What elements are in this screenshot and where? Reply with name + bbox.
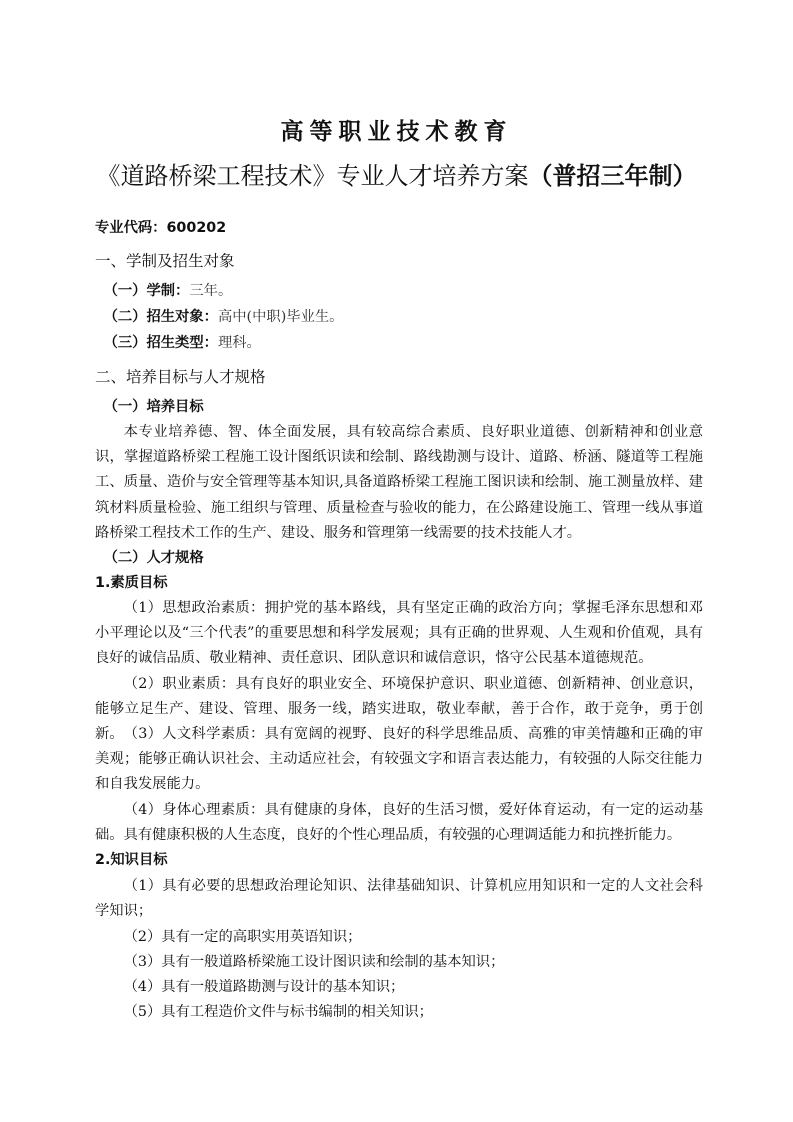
major-code [95, 216, 703, 241]
subtitle-main: 《道路桥梁工程技术》专业人才培养方案 [96, 162, 529, 190]
quality-item: （2）职业素质：具有良好的职业安全、环境保护意识、职业道德、创新精神、创业意识，能够立足生产、建设、管理、服务一线，踏实进取，敬业奉献，善于合作，敢于竞争，勇于创新。 [95, 676, 703, 743]
knowledge-item: （2）具有一定的高职实用英语知识； [123, 929, 362, 945]
knowledge-item: （5）具有工程造价文件与标书编制的相关知识； [123, 1004, 433, 1020]
knowledge-goal-heading: 2.知识目标 [95, 852, 168, 868]
document-subtitle [0, 156, 793, 191]
item-label: （一）学制： [103, 283, 190, 299]
knowledge-item: （1）具有必要的思想政治理论知识、法律基础知识、计算机应用知识和一定的人文社会科学知识； [95, 878, 703, 920]
quality-item: （4）身体心理素质：具有健康的身体，良好的生活习惯，爱好体育运动，有一定的运动基础。具有健康积极的人生态度，良好的个性心理品质，有较强的心理调适能力和抗挫折能力。 [95, 802, 703, 844]
section2-heading: 二、培养目标与人才规格 [95, 368, 266, 386]
major-code-value: 600202 [166, 220, 227, 236]
document-title: 高等职业技术教育 [280, 119, 513, 145]
talent-spec-heading: （二）人才规格 [103, 550, 204, 566]
quality-goal-heading: 1.素质目标 [95, 575, 168, 591]
subtitle-suffix: （普招三年制） [528, 162, 697, 190]
quality-item: （3）人文科学素质：具有宽阔的视野、良好的科学思维品质、高雅的审美情趣和正确的审美观；能够正确认识社会、主动适应社会，有较强文字和语言表达能力，有较强的人际交往能力和自我发展能力。 [95, 726, 703, 793]
training-goal-heading: （一）培养目标 [103, 399, 204, 415]
section1-item [95, 279, 712, 304]
knowledge-item: （4）具有一般道路勘测与设计的基本知识； [123, 979, 405, 995]
item-value: 理科。 [217, 335, 261, 351]
training-goal-text: 本专业培养德、智、体全面发展，具有较高综合素质、良好职业道德、创新精神和创业意识，掌握道路桥梁工程施工设计图纸识读和绘制、路线勘测与设计、道路、桥涵、隧道等工程施工、质量、造价与安全管理等基本知识,具备道路桥梁工程施工图识读和绘制、施工测量放样、建筑材料质量检验、施工组织与管理、质量检查与验收的能力，在公路建设施工、管理一线从事道路桥梁工程技术工作的生产、建设、服务和管理第一线需要的技术技能人才。 [95, 424, 703, 541]
section1-item [95, 331, 712, 356]
item-value: 三年。 [189, 283, 233, 299]
item-label: （二）招生对象： [103, 309, 218, 325]
item-value: 高中(中职)毕业生。 [217, 309, 344, 325]
section1-item [95, 305, 712, 330]
major-code-label: 专业代码： [95, 220, 167, 236]
section1-heading: 一、学制及招生对象 [95, 252, 235, 270]
quality-item: （1）思想政治素质：拥护党的基本路线，具有坚定正确的政治方向；掌握毛泽东思想和邓小平理论以及“三个代表”的重要思想和科学发展观；具有正确的世界观、人生观和价值观，具有良好的诚信品质、敬业精神、责任意识、团队意识和诚信意识，恪守公民基本道德规范。 [95, 600, 703, 667]
item-label: （三）招生类型： [103, 335, 218, 351]
knowledge-item: （3）具有一般道路桥梁施工设计图识读和绘制的基本知识； [123, 954, 505, 970]
